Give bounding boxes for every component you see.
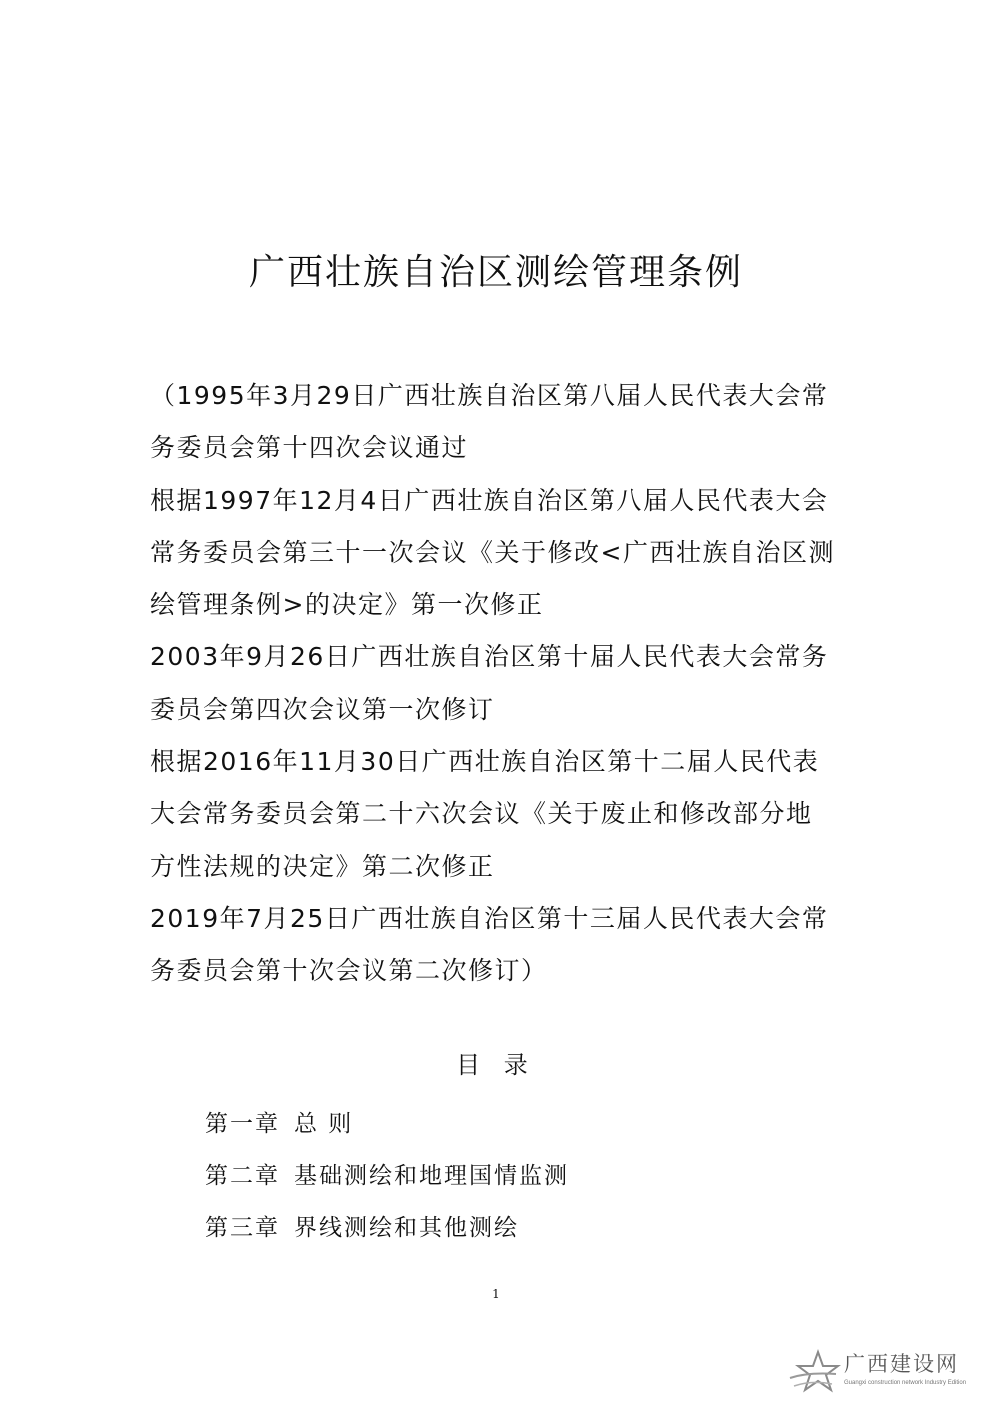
toc-chapter-name: 界线测绘和其他测绘 [294,1215,519,1241]
history-line: 根据1997年12月4日广西壮族自治区第八届人民代表大会 [150,485,829,515]
history-line: （1995年3月29日广西壮族自治区第八届人民代表大会常 [150,381,829,410]
toc-heading: 目 录 [456,1051,536,1079]
toc-item-chapter-2[interactable] [205,1150,569,1202]
history-line: 常务委员会第三十一次会议《关于修改<广西壮族自治区测 [150,537,835,567]
history-line: 方性法规的决定》第二次修正 [150,851,495,881]
watermark-name: 广西建设网 [844,1352,959,1376]
document-title: 广西壮族自治区测绘管理条例 [248,252,743,293]
legislative-history [150,370,850,998]
toc-chapter-name: 基础测绘和地理国情监测 [294,1163,569,1189]
history-line: 务委员会第十次会议第二次修订） [150,956,548,986]
toc-item-chapter-3[interactable] [205,1202,569,1254]
watermark-subtitle: Guangxi construction network Industry Edition [844,1380,967,1386]
history-line: 大会常务委员会第二十六次会议《关于废止和修改部分地 [150,799,813,829]
page-number: 1 [492,1287,500,1301]
toc-chapter-number: 第三章 [205,1215,280,1241]
toc-chapter-number: 第二章 [205,1163,280,1189]
site-watermark [788,1348,988,1398]
history-line: 2003年9月26日广西壮族自治区第十届人民代表大会常务 [150,642,829,672]
table-of-contents [205,1098,569,1254]
toc-chapter-number: 第一章 [205,1111,280,1137]
toc-item-chapter-1[interactable] [205,1098,569,1150]
history-line: 绘管理条例>的决定》第一次修正 [150,590,544,620]
history-line: 委员会第四次会议第一次修订 [150,694,495,724]
star-logo-icon [788,1348,842,1396]
toc-chapter-name: 总 则 [294,1111,354,1137]
history-line: 务委员会第十四次会议通过 [150,433,469,463]
history-line: 2019年7月25日广西壮族自治区第十三届人民代表大会常 [150,903,829,933]
history-line: 根据2016年11月30日广西壮族自治区第十二届人民代表 [150,747,820,777]
